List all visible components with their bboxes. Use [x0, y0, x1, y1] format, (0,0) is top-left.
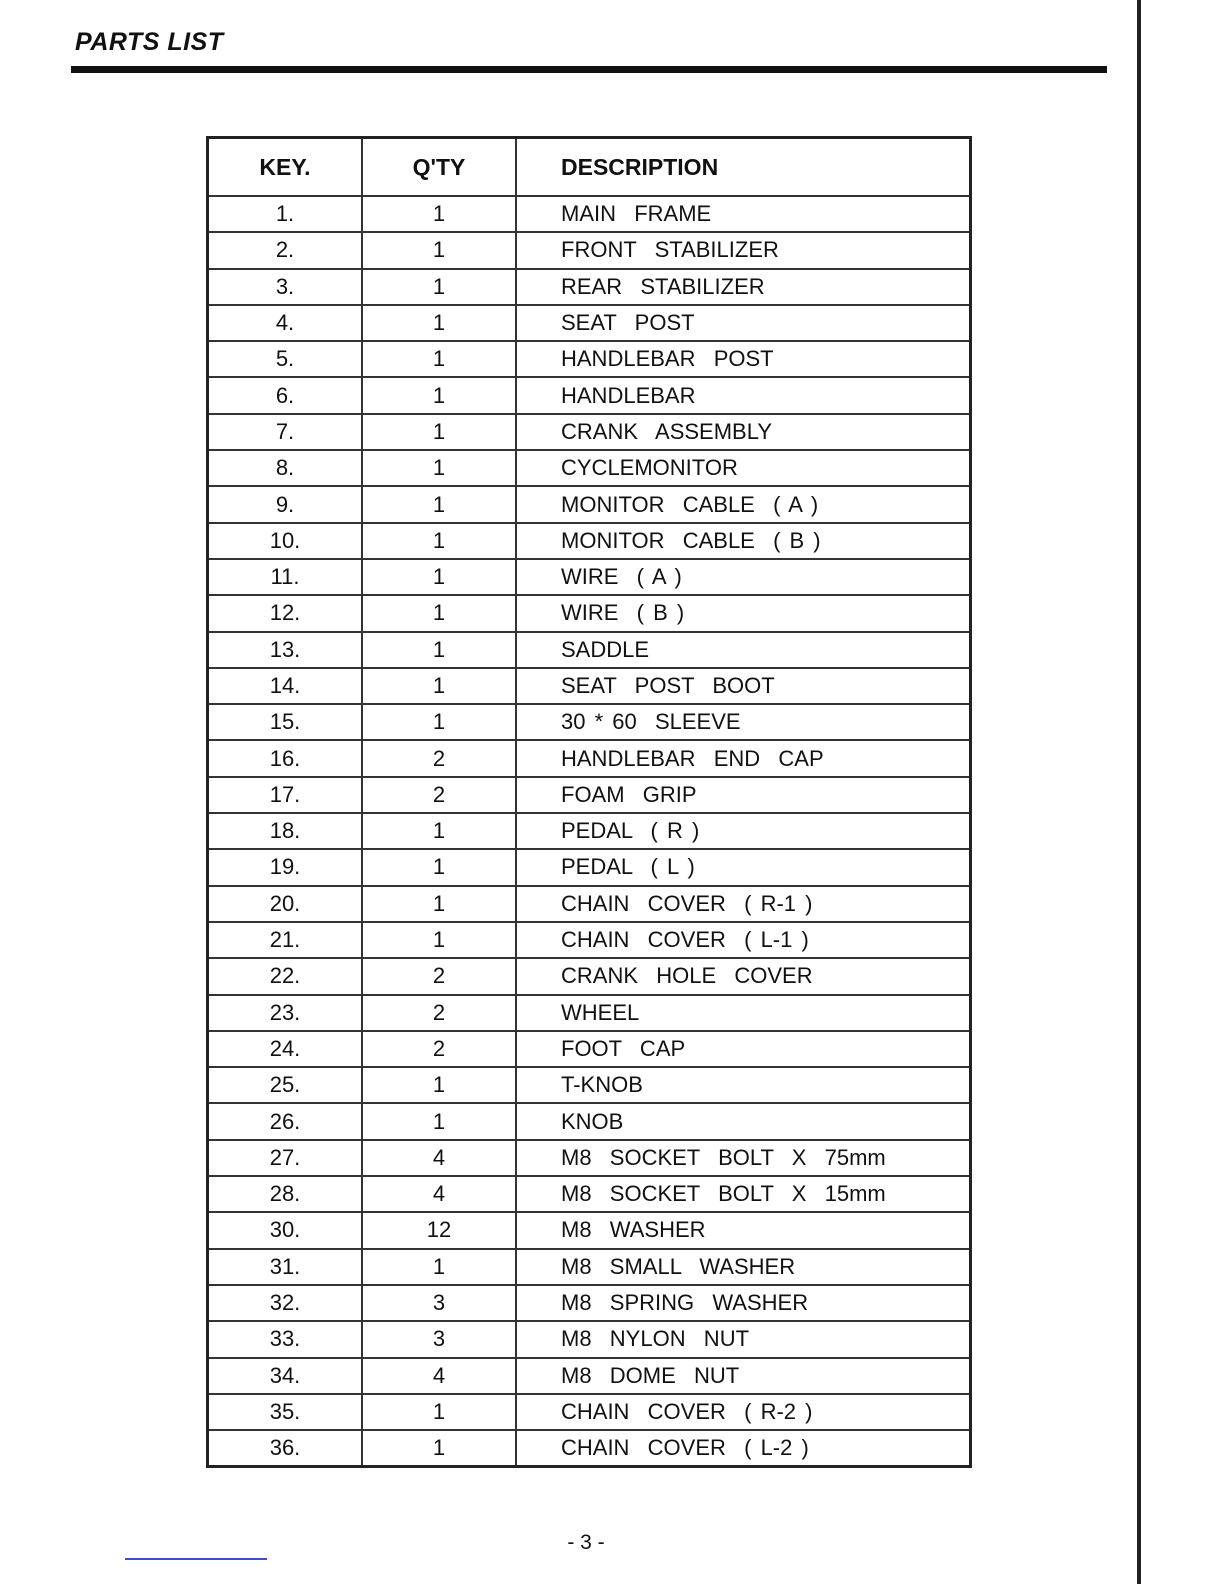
cell-qty: 1	[362, 849, 516, 885]
table-row	[208, 559, 971, 595]
cell-description: CHAIN COVER ( L-2 )	[516, 1430, 971, 1467]
column-header-description: DESCRIPTION	[516, 138, 971, 197]
cell-description: PEDAL ( L )	[516, 849, 971, 885]
cell-key: 31.	[208, 1249, 363, 1285]
cell-description: M8 WASHER	[516, 1212, 971, 1248]
cell-key: 5.	[208, 341, 363, 377]
cell-key: 23.	[208, 995, 363, 1031]
table-row	[208, 740, 971, 776]
cell-qty: 1	[362, 1394, 516, 1430]
title-divider	[71, 66, 1107, 73]
cell-qty: 1	[362, 269, 516, 305]
table-row	[208, 1430, 971, 1467]
cell-qty: 1	[362, 704, 516, 740]
cell-qty: 1	[362, 486, 516, 522]
cell-description: M8 DOME NUT	[516, 1358, 971, 1394]
page-edge-line	[1137, 0, 1141, 1584]
table-row	[208, 414, 971, 450]
cell-qty: 1	[362, 450, 516, 486]
parts-table	[206, 136, 972, 1468]
table-row	[208, 305, 971, 341]
page-title: PARTS LIST	[75, 28, 224, 56]
table-row	[208, 849, 971, 885]
cell-qty: 1	[362, 1249, 516, 1285]
cell-description: WIRE ( A )	[516, 559, 971, 595]
cell-qty: 1	[362, 595, 516, 631]
cell-key: 24.	[208, 1031, 363, 1067]
cell-key: 22.	[208, 958, 363, 994]
table-row	[208, 1321, 971, 1357]
cell-qty: 1	[362, 559, 516, 595]
cell-qty: 1	[362, 886, 516, 922]
cell-key: 2.	[208, 232, 363, 268]
cell-qty: 1	[362, 341, 516, 377]
table-row	[208, 523, 971, 559]
table-row	[208, 1067, 971, 1103]
cell-key: 19.	[208, 849, 363, 885]
cell-key: 21.	[208, 922, 363, 958]
cell-key: 18.	[208, 813, 363, 849]
cell-description: M8 SMALL WASHER	[516, 1249, 971, 1285]
page-number: - 3 -	[567, 1531, 605, 1554]
table-row	[208, 668, 971, 704]
table-row	[208, 341, 971, 377]
footer-underline	[125, 1558, 267, 1560]
cell-qty: 1	[362, 232, 516, 268]
table-row	[208, 1140, 971, 1176]
cell-qty: 2	[362, 740, 516, 776]
cell-key: 6.	[208, 377, 363, 413]
cell-qty: 1	[362, 377, 516, 413]
table-row	[208, 377, 971, 413]
cell-description: FRONT STABILIZER	[516, 232, 971, 268]
cell-description: MAIN FRAME	[516, 196, 971, 232]
cell-description: 30 * 60 SLEEVE	[516, 704, 971, 740]
cell-qty: 2	[362, 1031, 516, 1067]
cell-key: 15.	[208, 704, 363, 740]
cell-description: HANDLEBAR POST	[516, 341, 971, 377]
parts-table-body	[208, 196, 971, 1467]
cell-qty: 1	[362, 523, 516, 559]
parts-table-header	[208, 138, 971, 197]
cell-qty: 1	[362, 632, 516, 668]
cell-key: 10.	[208, 523, 363, 559]
cell-description: SADDLE	[516, 632, 971, 668]
cell-qty: 1	[362, 922, 516, 958]
table-row	[208, 1103, 971, 1139]
cell-qty: 1	[362, 305, 516, 341]
cell-key: 28.	[208, 1176, 363, 1212]
cell-qty: 3	[362, 1321, 516, 1357]
cell-key: 9.	[208, 486, 363, 522]
cell-key: 27.	[208, 1140, 363, 1176]
cell-qty: 2	[362, 777, 516, 813]
cell-description: WHEEL	[516, 995, 971, 1031]
table-row	[208, 704, 971, 740]
cell-key: 32.	[208, 1285, 363, 1321]
cell-description: HANDLEBAR	[516, 377, 971, 413]
cell-description: MONITOR CABLE ( B )	[516, 523, 971, 559]
cell-key: 36.	[208, 1430, 363, 1467]
cell-key: 8.	[208, 450, 363, 486]
cell-key: 12.	[208, 595, 363, 631]
cell-description: SEAT POST	[516, 305, 971, 341]
table-row	[208, 1212, 971, 1248]
table-row	[208, 1176, 971, 1212]
table-row	[208, 1394, 971, 1430]
cell-description: M8 NYLON NUT	[516, 1321, 971, 1357]
table-row	[208, 1285, 971, 1321]
cell-key: 13.	[208, 632, 363, 668]
cell-qty: 2	[362, 995, 516, 1031]
cell-description: FOOT CAP	[516, 1031, 971, 1067]
cell-description: CHAIN COVER ( L-1 )	[516, 922, 971, 958]
cell-key: 26.	[208, 1103, 363, 1139]
table-row	[208, 922, 971, 958]
cell-key: 33.	[208, 1321, 363, 1357]
cell-qty: 4	[362, 1358, 516, 1394]
cell-qty: 2	[362, 958, 516, 994]
cell-description: CRANK ASSEMBLY	[516, 414, 971, 450]
cell-description: M8 SOCKET BOLT X 15mm	[516, 1176, 971, 1212]
table-row	[208, 958, 971, 994]
cell-description: KNOB	[516, 1103, 971, 1139]
cell-description: PEDAL ( R )	[516, 813, 971, 849]
cell-qty: 1	[362, 1067, 516, 1103]
table-row	[208, 595, 971, 631]
column-header-key: KEY.	[208, 138, 363, 197]
cell-qty: 1	[362, 1103, 516, 1139]
table-row	[208, 886, 971, 922]
cell-qty: 1	[362, 668, 516, 704]
table-row	[208, 813, 971, 849]
cell-key: 11.	[208, 559, 363, 595]
cell-key: 4.	[208, 305, 363, 341]
table-row	[208, 777, 971, 813]
cell-description: REAR STABILIZER	[516, 269, 971, 305]
cell-key: 25.	[208, 1067, 363, 1103]
table-row	[208, 632, 971, 668]
cell-key: 20.	[208, 886, 363, 922]
table-row	[208, 486, 971, 522]
cell-description: CHAIN COVER ( R-2 )	[516, 1394, 971, 1430]
cell-description: FOAM GRIP	[516, 777, 971, 813]
cell-key: 3.	[208, 269, 363, 305]
table-row	[208, 269, 971, 305]
cell-key: 17.	[208, 777, 363, 813]
header-row	[208, 138, 971, 197]
cell-description: SEAT POST BOOT	[516, 668, 971, 704]
cell-qty: 1	[362, 813, 516, 849]
table-row	[208, 1358, 971, 1394]
cell-qty: 1	[362, 1430, 516, 1467]
cell-description: T-KNOB	[516, 1067, 971, 1103]
cell-description: WIRE ( B )	[516, 595, 971, 631]
cell-key: 34.	[208, 1358, 363, 1394]
table-row	[208, 196, 971, 232]
cell-description: HANDLEBAR END CAP	[516, 740, 971, 776]
cell-qty: 1	[362, 196, 516, 232]
cell-key: 14.	[208, 668, 363, 704]
column-header-qty: Q'TY	[362, 138, 516, 197]
cell-description: M8 SOCKET BOLT X 75mm	[516, 1140, 971, 1176]
cell-qty: 12	[362, 1212, 516, 1248]
table-row	[208, 450, 971, 486]
cell-description: CRANK HOLE COVER	[516, 958, 971, 994]
table-row	[208, 232, 971, 268]
cell-qty: 4	[362, 1176, 516, 1212]
table-row	[208, 1031, 971, 1067]
cell-key: 30.	[208, 1212, 363, 1248]
cell-description: CYCLEMONITOR	[516, 450, 971, 486]
table-row	[208, 1249, 971, 1285]
cell-qty: 4	[362, 1140, 516, 1176]
cell-description: CHAIN COVER ( R-1 )	[516, 886, 971, 922]
table-row	[208, 995, 971, 1031]
cell-key: 16.	[208, 740, 363, 776]
cell-qty: 1	[362, 414, 516, 450]
cell-qty: 3	[362, 1285, 516, 1321]
cell-description: MONITOR CABLE ( A )	[516, 486, 971, 522]
cell-key: 1.	[208, 196, 363, 232]
cell-key: 7.	[208, 414, 363, 450]
cell-description: M8 SPRING WASHER	[516, 1285, 971, 1321]
cell-key: 35.	[208, 1394, 363, 1430]
